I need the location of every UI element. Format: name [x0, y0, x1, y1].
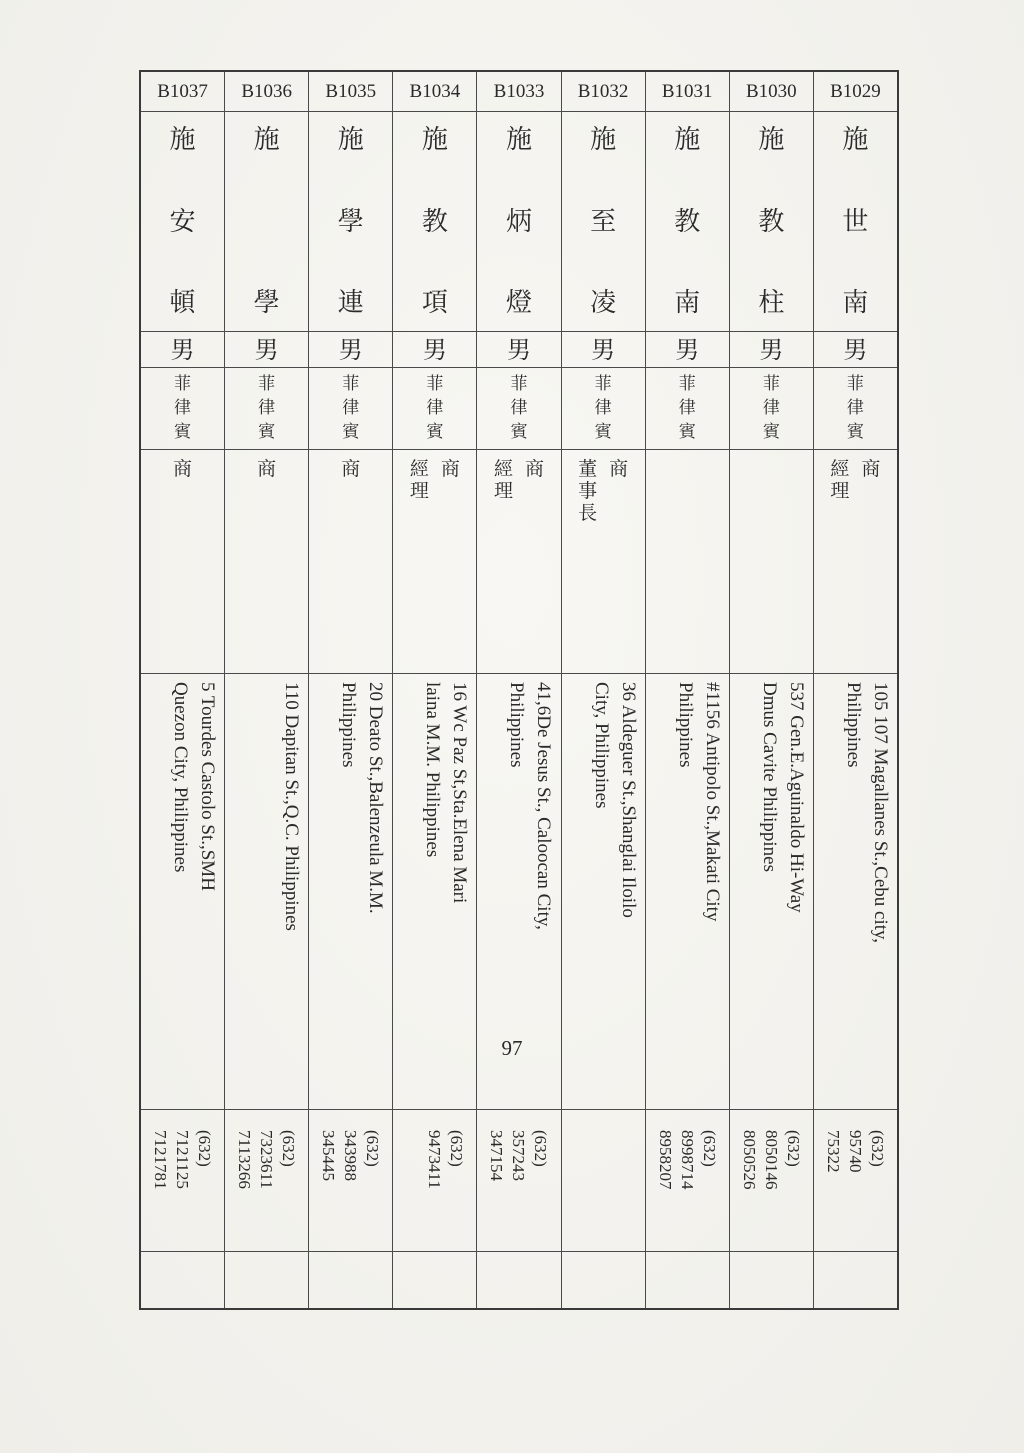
name-cell [393, 112, 476, 332]
nationality-character: 律 [846, 398, 864, 418]
occupation-cell [814, 450, 897, 674]
nationality-character: 菲 [426, 374, 444, 394]
name-character: 教 [421, 206, 448, 237]
remarks-cell [309, 1252, 392, 1308]
telephone-cell [477, 1110, 560, 1252]
address-line: Philippines [338, 682, 360, 768]
nationality-cell [141, 368, 224, 450]
name-character: 至 [590, 206, 617, 237]
name-character: 凌 [590, 288, 617, 318]
record-column [141, 72, 225, 1308]
sex-cell [730, 332, 813, 368]
name-cell [225, 112, 308, 332]
record-id: B1037 [157, 81, 208, 102]
record-column [562, 72, 646, 1308]
nationality-character: 賓 [342, 422, 360, 442]
page-number: 97 [501, 1036, 523, 1060]
telephone-line: (632) [531, 1130, 551, 1167]
name-cell [814, 112, 897, 332]
nationality-character: 菲 [510, 374, 528, 394]
nationality-character: 菲 [678, 374, 696, 394]
name-cell [477, 112, 560, 332]
nationality-cell [393, 368, 476, 450]
nationality-character: 律 [258, 398, 276, 418]
sex-cell [141, 332, 224, 368]
id-cell [141, 72, 224, 112]
address-line: 537 Gen.E.Aguinaldo Hi-Way [785, 682, 807, 913]
sex-value: 男 [675, 336, 700, 364]
telephone-line: (632) [867, 1130, 887, 1167]
telephone-cell [225, 1110, 308, 1252]
address-line: Philippines [842, 682, 864, 768]
sex-value: 男 [170, 336, 195, 364]
nationality-character: 賓 [762, 422, 780, 442]
name-character: 施 [505, 125, 532, 155]
address-line: Dmus Cavite Philippines [758, 682, 780, 872]
remarks-cell [141, 1252, 224, 1308]
sex-cell [309, 332, 392, 368]
name-character: 炳 [505, 206, 532, 237]
address-line: 5 Tourdes Castolo St.,SMH [197, 682, 218, 891]
nationality-character: 菲 [762, 374, 780, 394]
sex-cell [646, 332, 729, 368]
record-id: B1033 [493, 81, 545, 102]
occupation-character: 商 [524, 458, 544, 480]
sex-cell [477, 332, 560, 368]
address-line: Philippines [674, 682, 696, 768]
nationality-cell [814, 368, 897, 450]
name-character: 燈 [505, 288, 532, 318]
name-character: 項 [421, 288, 448, 318]
name-character: 施 [842, 125, 869, 155]
name-character: 施 [169, 125, 196, 155]
occupation-cell [477, 450, 560, 674]
address-line: 16 Wc Paz St,Sta.Elena Mari [449, 682, 471, 904]
name-cell [141, 112, 224, 332]
address-line: 110 Dapitan St.,Q.C. Philippines [281, 682, 303, 931]
name-character: 南 [842, 288, 869, 318]
name-character: 學 [253, 288, 280, 318]
id-cell [646, 72, 729, 112]
name-cell [646, 112, 729, 332]
telephone-line: 357243 [509, 1130, 529, 1181]
name-cell [309, 112, 392, 332]
name-character: 施 [421, 125, 448, 155]
occupation-character: 董 [578, 458, 598, 480]
occupation-character: 商 [609, 458, 629, 480]
name-character: 世 [842, 206, 869, 237]
name-cell [562, 112, 645, 332]
occupation-character: 商 [173, 458, 193, 480]
telephone-line: 7121781 [151, 1130, 170, 1190]
nationality-character: 賓 [174, 422, 192, 442]
nationality-cell [477, 368, 560, 450]
record-id: B1031 [661, 81, 713, 102]
name-character: 施 [253, 125, 280, 155]
telephone-line: 8050526 [739, 1130, 759, 1190]
name-character: 頓 [169, 288, 196, 318]
name-character: 柱 [758, 288, 785, 318]
sex-value: 男 [759, 336, 784, 364]
sex-cell [393, 332, 476, 368]
nationality-character: 律 [762, 398, 780, 418]
occupation-cell [646, 450, 729, 674]
occupation-character: 商 [440, 458, 460, 480]
sex-value: 男 [843, 336, 868, 364]
remarks-cell [646, 1252, 729, 1308]
sex-value: 男 [254, 336, 279, 364]
member-table [139, 70, 899, 1310]
id-cell [730, 72, 813, 112]
remarks-cell [393, 1252, 476, 1308]
occupation-character: 經 [830, 458, 850, 480]
record-id: B1034 [409, 81, 461, 102]
telephone-line: (632) [195, 1130, 214, 1167]
nationality-character: 律 [510, 398, 528, 418]
record-column [477, 72, 561, 1308]
telephone-cell [141, 1110, 224, 1252]
nationality-character: 菲 [174, 374, 192, 394]
nationality-character: 律 [594, 398, 612, 418]
name-character: 連 [337, 288, 364, 318]
record-column [309, 72, 393, 1308]
id-cell [814, 72, 897, 112]
nationality-cell [309, 368, 392, 450]
name-character: 南 [674, 288, 701, 318]
telephone-line: 345445 [319, 1130, 339, 1181]
telephone-line: 95740 [845, 1130, 865, 1173]
occupation-character: 理 [493, 480, 513, 502]
nationality-character: 律 [342, 398, 360, 418]
record-column [225, 72, 309, 1308]
nationality-character: 賓 [678, 422, 696, 442]
occupation-cell [141, 450, 224, 674]
occupation-character: 商 [341, 458, 361, 480]
telephone-line: 8998714 [677, 1130, 697, 1190]
sex-value: 男 [422, 336, 447, 364]
name-character: 施 [590, 125, 617, 155]
telephone-line: (632) [699, 1130, 719, 1167]
occupation-character: 事 [578, 480, 598, 502]
sex-cell [225, 332, 308, 368]
telephone-line: 343988 [341, 1130, 361, 1181]
address-line: City, Philippines [590, 682, 612, 809]
telephone-line: 75322 [823, 1130, 843, 1173]
name-character: 施 [337, 125, 364, 155]
occupation-character: 經 [493, 458, 513, 480]
telephone-line: 7113266 [235, 1130, 255, 1189]
name-character: 施 [674, 125, 701, 155]
name-cell [730, 112, 813, 332]
nationality-character: 菲 [594, 374, 612, 394]
nationality-cell [225, 368, 308, 450]
telephone-cell [814, 1110, 897, 1252]
nationality-character: 律 [426, 398, 444, 418]
telephone-line: 9473411 [425, 1130, 445, 1189]
nationality-character: 賓 [426, 422, 444, 442]
telephone-cell [309, 1110, 392, 1252]
nationality-character: 賓 [594, 422, 612, 442]
telephone-line: (632) [363, 1130, 383, 1167]
id-cell [562, 72, 645, 112]
nationality-character: 賓 [846, 422, 864, 442]
name-character: 教 [758, 206, 785, 237]
address-line: laina M.M. Philippines [422, 682, 444, 858]
nationality-cell [562, 368, 645, 450]
occupation-character: 理 [409, 480, 429, 502]
sex-value: 男 [591, 336, 616, 364]
telephone-line: 8958207 [655, 1130, 675, 1190]
sex-cell [814, 332, 897, 368]
remarks-cell [225, 1252, 308, 1308]
nationality-character: 賓 [510, 422, 528, 442]
sex-value: 男 [338, 336, 363, 364]
telephone-line: (632) [783, 1130, 803, 1167]
nationality-character: 菲 [342, 374, 360, 394]
record-column [814, 72, 897, 1308]
address-line: 41,6De Jesus St., Caloocan City, [533, 682, 555, 930]
occupation-character: 理 [830, 480, 850, 502]
occupation-cell [562, 450, 645, 674]
nationality-cell [646, 368, 729, 450]
telephone-line: (632) [279, 1130, 299, 1167]
record-id: B1032 [577, 81, 629, 102]
record-column [646, 72, 730, 1308]
id-cell [477, 72, 560, 112]
remarks-cell [562, 1252, 645, 1308]
remarks-cell [730, 1252, 813, 1308]
address-line: Quezon City, Philippines [170, 682, 191, 873]
name-character: 教 [674, 206, 701, 237]
record-id: B1036 [241, 81, 292, 102]
name-character: 學 [337, 206, 364, 237]
record-id: B1035 [325, 81, 377, 102]
nationality-character: 律 [678, 398, 696, 418]
occupation-character: 長 [578, 502, 598, 524]
remarks-cell [477, 1252, 560, 1308]
address-line: #1156 Antipolo St.,Makati City [701, 682, 723, 922]
address-line: 20 Deato St.,Balenzeula M.M. [365, 682, 387, 914]
address-line: Philippines [506, 682, 528, 768]
telephone-line: 7121125 [173, 1130, 192, 1189]
telephone-cell [393, 1110, 476, 1252]
record-id: B1030 [745, 81, 797, 102]
telephone-line: (632) [447, 1130, 467, 1167]
sex-value: 男 [506, 336, 531, 364]
name-character: 施 [758, 125, 785, 155]
occupation-character: 商 [861, 458, 881, 480]
id-cell [393, 72, 476, 112]
telephone-cell [562, 1110, 645, 1252]
telephone-line: 8050146 [761, 1130, 781, 1190]
record-column [730, 72, 814, 1308]
occupation-cell [309, 450, 392, 674]
telephone-cell [730, 1110, 813, 1252]
nationality-character: 律 [174, 398, 192, 418]
nationality-character: 菲 [846, 374, 864, 394]
telephone-line: 7323611 [257, 1130, 277, 1189]
name-character: 安 [169, 206, 196, 237]
nationality-cell [730, 368, 813, 450]
occupation-cell [393, 450, 476, 674]
id-cell [225, 72, 308, 112]
nationality-character: 菲 [258, 374, 276, 394]
remarks-cell [814, 1252, 897, 1308]
telephone-cell [646, 1110, 729, 1252]
telephone-line: 347154 [487, 1130, 507, 1181]
nationality-character: 賓 [258, 422, 276, 442]
occupation-character: 經 [409, 458, 429, 480]
occupation-character: 商 [257, 458, 277, 480]
record-id: B1029 [830, 81, 881, 102]
address-line: 105 107 Magallanes St.,Cebu city, [869, 682, 891, 944]
occupation-cell [225, 450, 308, 674]
address-line: 36 Aldeguer St.,Shanglai Iloilo [617, 682, 639, 918]
sex-cell [562, 332, 645, 368]
record-column [393, 72, 477, 1308]
occupation-cell [730, 450, 813, 674]
id-cell [309, 72, 392, 112]
